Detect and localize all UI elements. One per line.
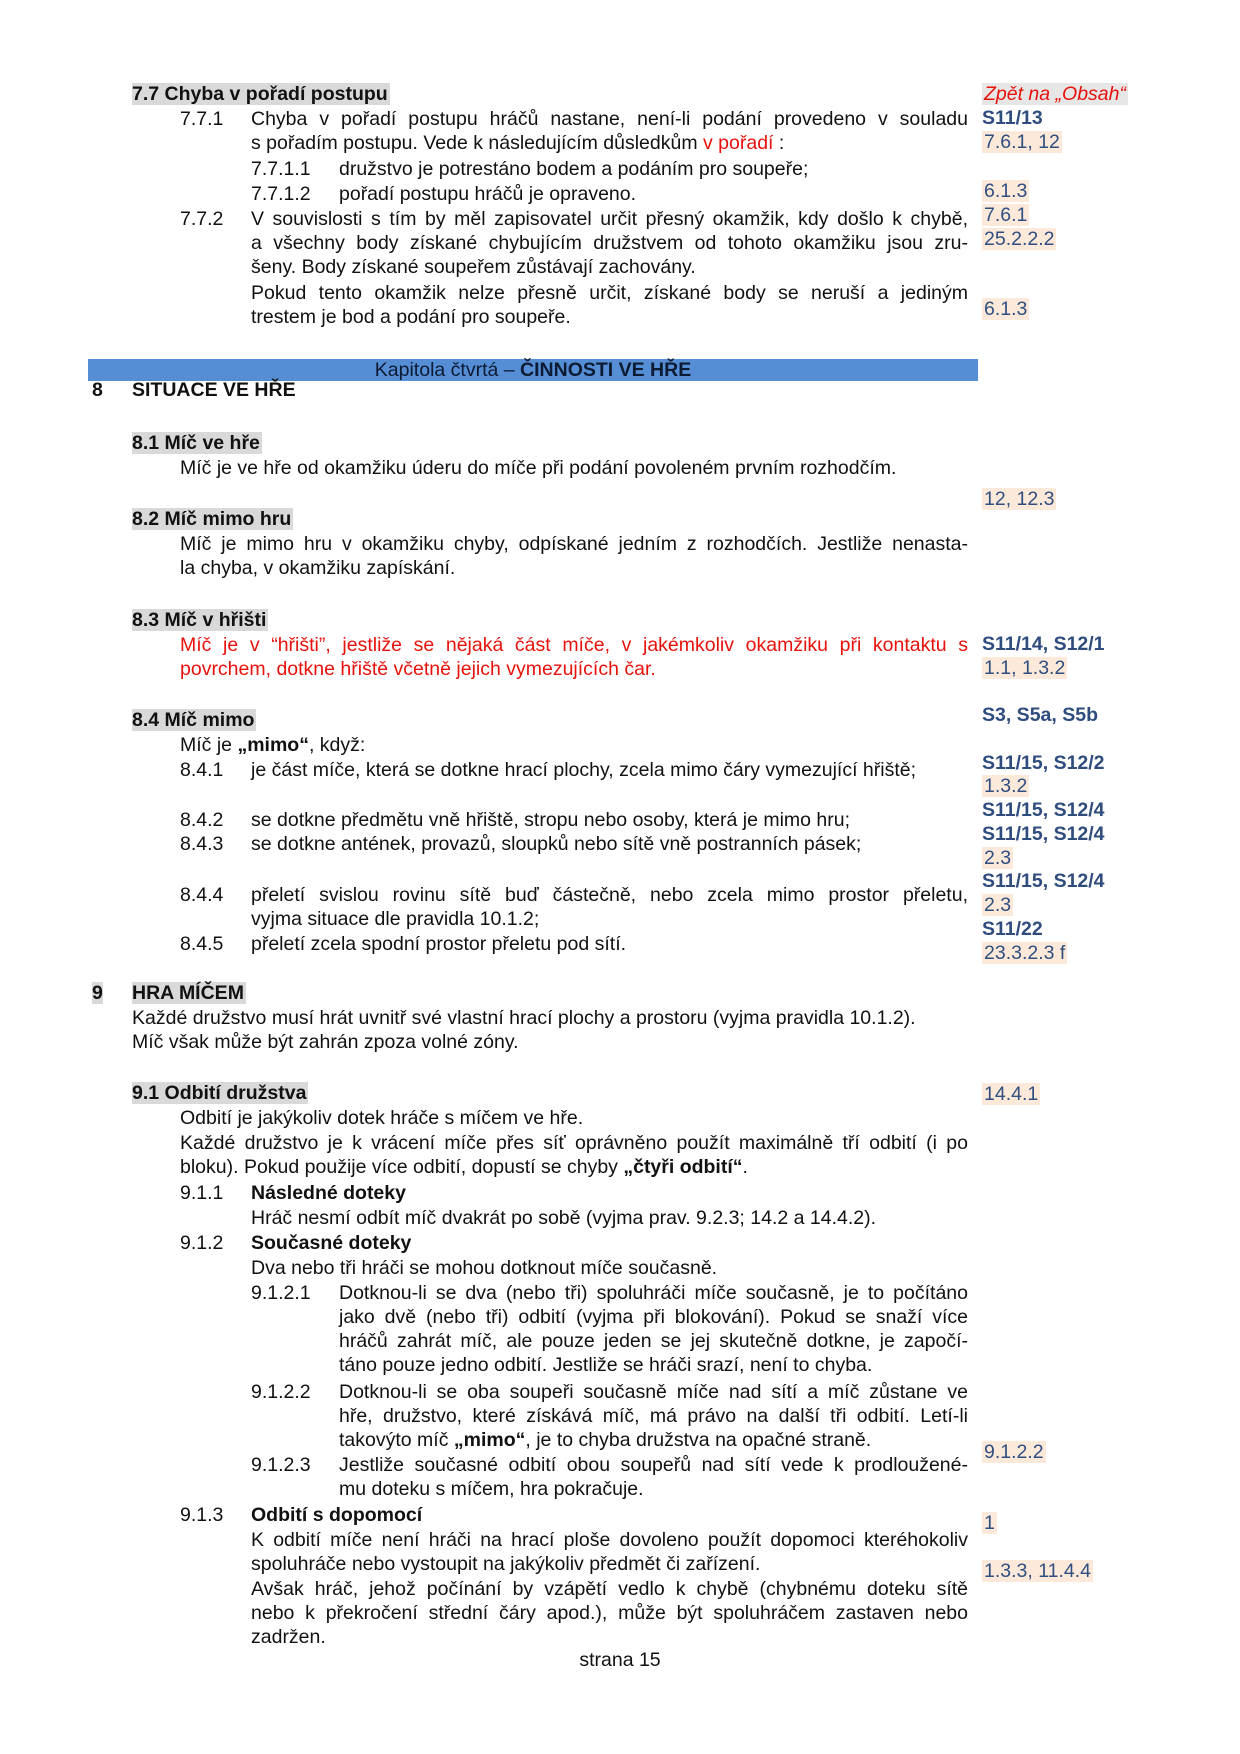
paragraph-line: Chyba v pořadí postupu hráčů nastane, není-li podání provedeno v souladu bbox=[251, 108, 968, 130]
reference-link[interactable]: S11/22 bbox=[982, 918, 1043, 940]
item-number: 9.1.2.2 bbox=[251, 1381, 311, 1403]
reference-link[interactable]: S11/15, S12/4 bbox=[982, 823, 1105, 845]
paragraph-line: jako dvě (nebo tři) odbití (vyjma při blokování). Pokud se snaží více bbox=[339, 1306, 968, 1328]
item-number: 7.7.2 bbox=[180, 208, 224, 230]
paragraph-line: a všechny body získané chybujícím družstvem od tohoto okamžiku jsou zru- bbox=[251, 232, 968, 254]
paragraph-line: Dotknou-li se dva (nebo tři) spoluhráči míče současně, je to počítáno bbox=[339, 1282, 968, 1304]
paragraph-line: šeny. Body získané soupeřem zůstávají zachovány. bbox=[251, 256, 696, 278]
section-8-heading: SITUACE VE HŘE bbox=[132, 379, 296, 401]
chapter-title: ČINNOSTI VE HŘE bbox=[520, 359, 692, 381]
item-number: 8.4.5 bbox=[180, 933, 224, 955]
item-number: 9.1.2.3 bbox=[251, 1454, 311, 1476]
paragraph-line: družstvo je potrestáno bodem a podáním pro soupeře; bbox=[339, 158, 809, 180]
item-number: 8.4.2 bbox=[180, 809, 224, 831]
paragraph-line: zadržen. bbox=[251, 1626, 326, 1648]
section-number: 9 bbox=[92, 982, 103, 1004]
section-9-1-heading: 9.1 Odbití družstva bbox=[132, 1082, 307, 1104]
paragraph-line: Míč je ve hře od okamžiku úderu do míče při podání povoleném prvním rozhodčím. bbox=[180, 457, 897, 479]
chapter-label: Kapitola čtvrtá – bbox=[374, 359, 515, 381]
reference-link[interactable]: 1.3.3, 11.4.4 bbox=[984, 1560, 1091, 1582]
reference-link[interactable]: 25.2.2.2 bbox=[984, 228, 1055, 250]
paragraph-line: přeletí svislou rovinu sítě buď částečně, nebo zcela mimo prostor přeletu, bbox=[251, 884, 968, 906]
section-number: 8 bbox=[92, 379, 103, 401]
reference-link[interactable]: S11/15, S12/2 bbox=[982, 752, 1105, 774]
paragraph-line: Každé družstvo musí hrát uvnitř své vlastní hrací plochy a prostoru (vyjma pravidla 10.1.2). bbox=[132, 1007, 916, 1029]
paragraph-line: se dotkne předmětu vně hřiště, stropu nebo osoby, která je mimo hru; bbox=[251, 809, 851, 831]
reference-link[interactable]: S11/15, S12/4 bbox=[982, 799, 1105, 821]
paragraph-line: Dotknou-li se oba soupeři současně míče nad sítí a míč zůstane ve bbox=[339, 1381, 968, 1403]
item-number: 7.7.1.1 bbox=[251, 158, 311, 180]
item-number: 9.1.2.1 bbox=[251, 1282, 311, 1304]
reference-link[interactable]: 1 bbox=[984, 1512, 995, 1534]
reference-link[interactable]: 12, 12.3 bbox=[984, 488, 1055, 510]
reference-link[interactable]: 23.3.2.3 f bbox=[984, 942, 1066, 964]
reference-link[interactable]: 9.1.2.2 bbox=[984, 1441, 1044, 1463]
paragraph-line: Každé družstvo je k vrácení míče přes síť oprávněno použít maximálně tří odbití (i po bbox=[180, 1132, 968, 1154]
section-8-4-heading: 8.4 Míč mimo bbox=[132, 709, 255, 731]
paragraph-line: takovýto míč „mimo“, je to chyba družstva na opačné straně. bbox=[339, 1429, 872, 1451]
paragraph-line: Míč je mimo hru v okamžiku chyby, odpískané jedním z rozhodčích. Jestliže nenasta- bbox=[180, 533, 968, 555]
reference-link[interactable]: 7.6.1, 12 bbox=[984, 131, 1060, 153]
section-8-1-heading: 8.1 Míč ve hře bbox=[132, 432, 260, 454]
paragraph-line: nebo k překročení střední čáry apod.), může být spoluhráčem zastaven nebo bbox=[251, 1602, 968, 1624]
item-number: 8.4.3 bbox=[180, 833, 224, 855]
reference-link[interactable]: 14.4.1 bbox=[984, 1083, 1039, 1105]
section-9-heading: HRA MÍČEM bbox=[132, 982, 244, 1004]
reference-link[interactable]: S11/14, S12/1 bbox=[982, 633, 1105, 655]
item-number: 8.4.1 bbox=[180, 759, 224, 781]
amended-paragraph-line: Míč je v “hřišti”, jestliže se nějaká část míče, v jakémkoliv okamžiku při kontaktu s bbox=[180, 634, 968, 656]
paragraph-line: bloku). Pokud použije více odbití, dopustí se chyby „čtyři odbití“. bbox=[180, 1156, 748, 1178]
reference-link[interactable]: S11/13 bbox=[982, 107, 1043, 129]
section-7-7-heading: 7.7 Chyba v pořadí postupu bbox=[132, 83, 388, 105]
reference-link[interactable]: 6.1.3 bbox=[984, 180, 1028, 202]
reference-link[interactable]: 2.3 bbox=[984, 847, 1012, 869]
item-number: 8.4.4 bbox=[180, 884, 224, 906]
paragraph-line: hře, družstvo, které získává míč, má právo na další tři odbití. Letí-li bbox=[339, 1405, 968, 1427]
subsection-heading: Odbití s dopomocí bbox=[251, 1504, 423, 1526]
reference-link[interactable]: 2.3 bbox=[984, 894, 1012, 916]
section-8-2-heading: 8.2 Míč mimo hru bbox=[132, 508, 292, 530]
amended-paragraph-line: povrchem, dotkne hřiště včetně jejich vymezujících čar. bbox=[180, 658, 656, 680]
paragraph-line: Pokud tento okamžik nelze přesně určit, získané body se neruší a jediným bbox=[251, 282, 968, 304]
paragraph-line: Avšak hráč, jehož počínání by vzápětí vedlo k chybě (chybnému doteku sítě bbox=[251, 1578, 968, 1600]
reference-link[interactable]: S3, S5a, S5b bbox=[982, 704, 1098, 726]
item-number: 7.7.1.2 bbox=[251, 183, 311, 205]
subsection-heading: Následné doteky bbox=[251, 1182, 406, 1204]
paragraph-line: pořadí postupu hráčů je opraveno. bbox=[339, 183, 637, 205]
paragraph-line: K odbití míče není hráči na hrací ploše dovoleno použít dopomoci kteréhokoliv bbox=[251, 1529, 968, 1551]
reference-link[interactable]: 1.1, 1.3.2 bbox=[984, 657, 1066, 679]
paragraph-line: je část míče, která se dotkne hrací plochy, zcela mimo čáry vymezující hřiště; bbox=[251, 759, 917, 781]
reference-link[interactable]: S11/15, S12/4 bbox=[982, 870, 1105, 892]
paragraph-line: Dva nebo tři hráči se mohou dotknout míče současně. bbox=[251, 1257, 718, 1279]
paragraph-line: Míč je „mimo“, když: bbox=[180, 734, 366, 756]
paragraph-line: hráčů zahrát míč, ale pouze jeden se jej skutečně dotkne, je započí- bbox=[339, 1330, 968, 1352]
paragraph-line: la chyba, v okamžiku zapískání. bbox=[180, 557, 456, 579]
reference-link[interactable]: 1.3.2 bbox=[984, 775, 1028, 797]
paragraph-line: táno pouze jedno odbití. Jestliže se hráči srazí, není to chyba. bbox=[339, 1354, 873, 1376]
paragraph-line: se dotkne antének, provazů, sloupků nebo sítě vně postranních pásek; bbox=[251, 833, 862, 855]
paragraph-line: Míč však může být zahrán zpoza volné zóny. bbox=[132, 1031, 519, 1053]
item-number: 9.1.3 bbox=[180, 1504, 224, 1526]
amended-text: v pořadí bbox=[703, 132, 774, 154]
page-number: strana 15 bbox=[579, 1649, 661, 1671]
paragraph-line: Hráč nesmí odbít míč dvakrát po sobě (vyjma prav. 9.2.3; 14.2 a 14.4.2). bbox=[251, 1207, 877, 1229]
paragraph-line: spoluhráče nebo vystoupit na jakýkoliv předmět či zařízení. bbox=[251, 1553, 761, 1575]
paragraph-line: trestem je bod a podání pro soupeře. bbox=[251, 306, 571, 328]
item-number: 9.1.2 bbox=[180, 1232, 224, 1254]
back-to-contents-link[interactable]: Zpět na „Obsah“ bbox=[984, 83, 1126, 105]
item-number: 9.1.1 bbox=[180, 1182, 224, 1204]
paragraph-line: s pořadím postupu. Vede k následujícím důsledkům v pořadí : bbox=[251, 132, 785, 154]
subsection-heading: Současné doteky bbox=[251, 1232, 412, 1254]
paragraph-line: vyjma situace dle pravidla 10.1.2; bbox=[251, 908, 540, 930]
reference-link[interactable]: 6.1.3 bbox=[984, 298, 1028, 320]
paragraph-line: V souvislosti s tím by měl zapisovatel určit přesný okamžik, kdy došlo k chybě, bbox=[251, 208, 968, 230]
paragraph-line: Jestliže současné odbití obou soupeřů nad sítí vede k prodloužené- bbox=[339, 1454, 968, 1476]
reference-link[interactable]: 7.6.1 bbox=[984, 204, 1028, 226]
paragraph-line: mu doteku s míčem, hra pokračuje. bbox=[339, 1478, 644, 1500]
paragraph-line: Odbití je jakýkoliv dotek hráče s míčem ve hře. bbox=[180, 1107, 584, 1129]
paragraph-line: přeletí zcela spodní prostor přeletu pod sítí. bbox=[251, 933, 627, 955]
item-number: 7.7.1 bbox=[180, 108, 224, 130]
section-8-3-heading: 8.3 Míč v hřišti bbox=[132, 609, 267, 631]
